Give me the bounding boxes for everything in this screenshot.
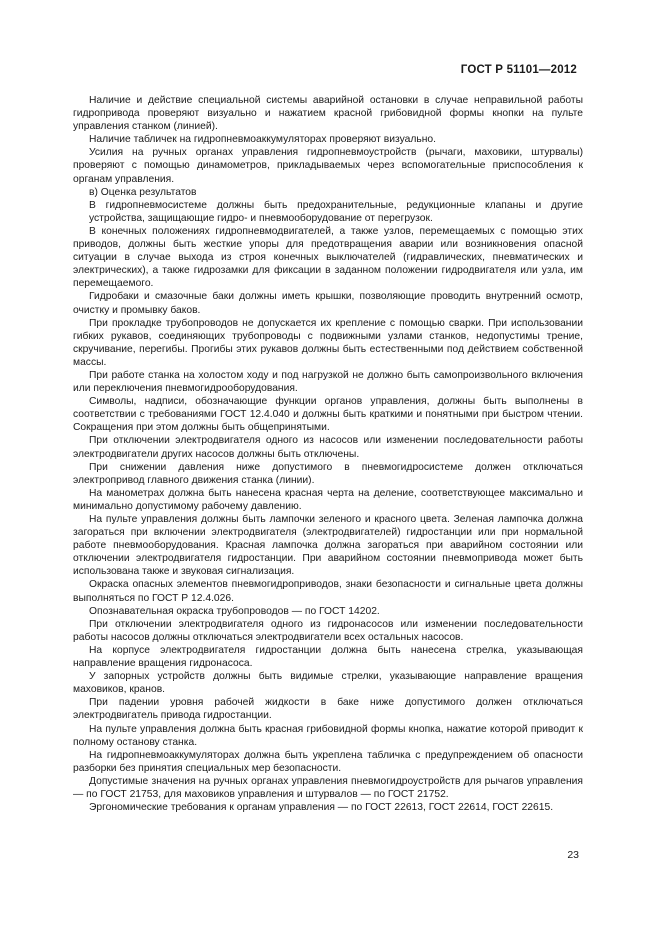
paragraph: При падении уровня рабочей жидкости в баке ниже допустимого должен отключаться электродвигатель привода гидростанции. [73, 697, 583, 722]
paragraph: Гидробаки и смазочные баки должны иметь крышки, позволяющие проводить внутренний осмотр, очистку и промывку баков. [73, 291, 583, 316]
paragraph: Символы, надписи, обозначающие функции органов управления, должны быть выполнены в соответствии с требованиями ГОСТ 12.4.040 и должны быть краткими и понятными при быстром чтении. Сокращения при этом должны быть общепринятыми. [73, 396, 583, 434]
paragraph: На манометрах должна быть нанесена красная черта на деление, соответствующее максимально и минимально допустимому рабочему давлению. [73, 487, 583, 512]
document-header: ГОСТ Р 51101—2012 [460, 64, 577, 76]
paragraph: Эргономические требования к органам управления — по ГОСТ 22613, ГОСТ 22614, ГОСТ 22615. [89, 802, 554, 814]
document-body [73, 94, 583, 814]
paragraph: Опознавательная окраска трубопроводов — по ГОСТ 14202. [89, 605, 380, 617]
paragraph: На гидропневмоаккумуляторах должна быть укреплена табличка с предупреждением об опасности разборки без принятия специальных мер безопасности. [73, 749, 583, 774]
paragraph: В гидропневмосистеме должны быть предохранительные, редукционные клапаны и другие устройства, защищающие гидро- и пневмооборудование от перегрузок. [89, 199, 583, 224]
paragraph: У запорных устройств должны быть видимые стрелки, указывающие направление вращения маховиков, кранов. [73, 671, 583, 696]
section-heading: в) Оценка результатов [89, 186, 197, 198]
paragraph: На пульте управления должны быть лампочки зеленого и красного цвета. Зеленая лампочка должна загораться при включении электродвигателя (электродвигателей) гидростанции или при нормальной работе пневмооборудования. Красная лампочка должна загораться при аварийном состоянии или отключении электродвигателя гидростанции. При аварийном состоянии пневмопривода может быть использована также и звуковая сигнализация. [73, 514, 583, 578]
paragraph: При отключении электродвигателя одного из насосов или изменении последовательности работы электродвигатели других насосов должны быть отключены. [73, 435, 583, 460]
paragraph: Наличие табличек на гидропневмоаккумуляторах проверяют визуально. [89, 134, 436, 146]
paragraph: При отключении электродвигателя одного из гидронасосов или изменении последовательности работы насосов должны отключаться электродвигатели всех остальных насосов. [73, 618, 583, 643]
paragraph: При снижении давления ниже допустимого в пневмогидросистеме должен отключаться электропривод главного движения станка (линии). [73, 461, 583, 486]
paragraph: Усилия на ручных органах управления гидропневмоустройств (рычаги, маховики, штурвалы) проверяют с помощью динамометров, прикладываемых через вспомогательные приспособления к органам управления. [73, 147, 583, 185]
paragraph: Окраска опасных элементов пневмогидроприводов, знаки безопасности и сигнальные цвета должны выполняться по ГОСТ Р 12.4.026. [73, 579, 583, 604]
paragraph: Допустимые значения на ручных органах управления пневмогидроустройств для рычагов управления — по ГОСТ 21753, для маховиков управления и штурвалов — по ГОСТ 21752. [73, 775, 583, 800]
paragraph: Наличие и действие специальной системы аварийной остановки в случае неправильной работы гидропривода проверяют визуально и нажатием красной грибовидной формы кнопки на пульте управления станком (линией). [73, 95, 583, 133]
paragraph: В конечных положениях гидропневмодвигателей, а также узлов, перемещаемых с помощью этих приводов, должны быть жесткие упоры для предотвращения аварии или возникновения опасной ситуации в случае выхода из строя конечных выключателей (гидравлических, пневматических и электрических), а также гидрозамки для фиксации в заданном положении гидродвигателя или узла, им перемещаемого. [73, 225, 583, 290]
paragraph: При прокладке трубопроводов не допускается их крепление с помощью сварки. При использовании гибких рукавов, соединяющих трубопроводы с подвижными узлами станков, недопустимы трение, скручивание, перегибы. Прогибы этих рукавов должны быть естественными под действием собственной массы. [73, 317, 583, 368]
paragraph: При работе станка на холостом ходу и под нагрузкой не должно быть самопроизвольного включения или переключения пневмогидрооборудования. [73, 369, 583, 395]
page-number: 23 [567, 849, 579, 861]
paragraph: На корпусе электродвигателя гидростанции должна быть нанесена стрелка, указывающая направление вращения гидронасоса. [73, 644, 583, 670]
paragraph: На пульте управления должна быть красная грибовидной формы кнопка, нажатие которой приводит к полному останову станка. [73, 723, 583, 748]
